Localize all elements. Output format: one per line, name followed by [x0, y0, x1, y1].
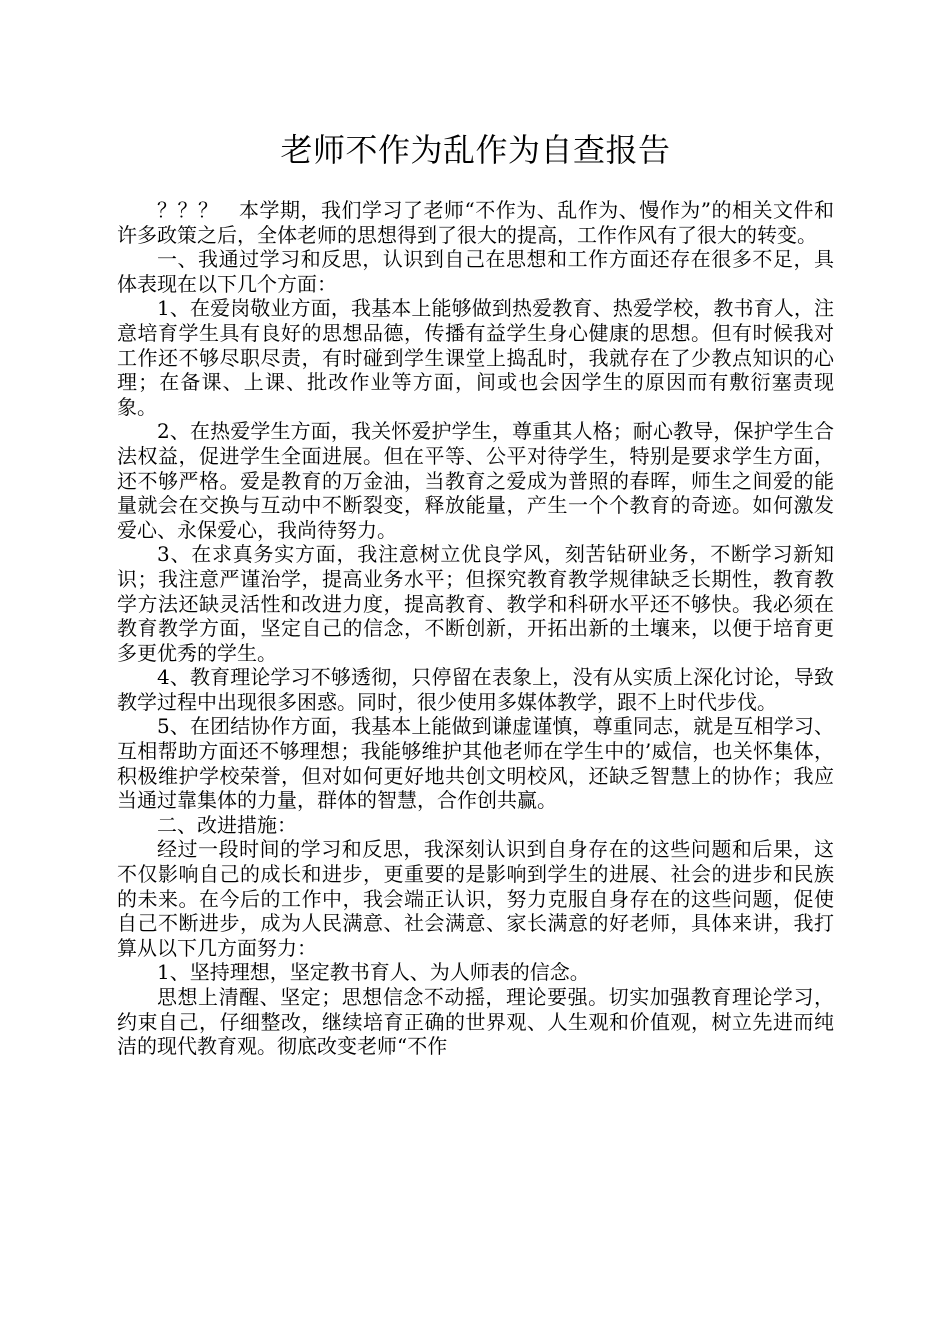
paragraph-item-5-teamwork: 5、在团结协作方面，我基本上能做到谦虚谨慎，尊重同志，就是互相学习、互相帮助方面还不够理想；我能够维护其他老师在学生中的’威信，也关怀集体，积极维护学校荣誉，但对如何更好地共创文明校风，还缺乏智慧上的协作；我应当通过靠集体的力量，群体的智慧，合作创共赢。	[117, 714, 834, 813]
paragraph-section-two-heading: 二、改进措施：	[157, 812, 297, 837]
paragraph-item-1-dedication: 1、在爱岗敬业方面，我基本上能够做到热爱教育、热爱学校，教书育人，注意培育学生具有良好的思想品德，传播有益学生身心健康的思想。但有时候我对工作还不够尽职尽责，有时碰到学生课堂上捣乱时，我就存在了少教点知识的心理；在备课、上课、批改作业等方面，间或也会因学生的原因而有敷衍塞责现象。	[117, 296, 834, 419]
document-title: 老师不作为乱作为自查报告	[280, 131, 671, 169]
paragraph-measure-1-detail: 思想上清醒、坚定；思想信念不动摇，理论要强。切实加强教育理论学习，约束自己，仔细整改，继续培育正确的世界观、人生观和价值观，树立先进而纯洁的现代教育观。彻底改变老师“不作	[117, 985, 834, 1059]
document-page	[117, 128, 834, 1059]
paragraph-item-4-theory: 4、教育理论学习不够透彻，只停留在表象上，没有从实质上深化讨论，导致教学过程中出现很多困惑。同时，很少使用多媒体教学，跟不上时代步伐。	[117, 665, 834, 714]
paragraph-item-3-practical: 3、在求真务实方面，我注意树立优良学风，刻苦钻研业务，不断学习新知识；我注意严谨治学，提高业务水平；但探究教育教学规律缺乏长期性，教育教学方法还缺灵活性和改进力度，提高教育、教学和科研水平还不够快。我必须在教育教学方面，坚定自己的信念，不断创新，开拓出新的土壤来，以便于培育更多更优秀的学生。	[117, 542, 834, 665]
paragraph-intro: ？？？ 本学期，我们学习了老师“不作为、乱作为、慢作为”的相关文件和许多政策之后，全体老师的思想得到了很大的提高，工作作风有了很大的转变。	[117, 198, 834, 247]
paragraph-improvement-intro: 经过一段时间的学习和反思，我深刻认识到自身存在的这些问题和后果，这不仅影响自己的成长和进步，更重要的是影响到学生的进展、社会的进步和民族的未来。在今后的工作中，我会端正认识，努力克服自身存在的这些问题，促使自己不断进步，成为人民满意、社会满意、家长满意的好老师，具体来讲，我打算从以下几方面努力：	[117, 837, 834, 960]
paragraph-item-2-caring-students: 2、在热爱学生方面，我关怀爱护学生，尊重其人格；耐心教导，保护学生合法权益，促进学生全面进展。但在平等、公平对待学生，特别是要求学生方面，还不够严格。爱是教育的万金油，当教育之爱成为普照的春晖，师生之间爱的能量就会在交换与互动中不断裂变，释放能量，产生一个个教育的奇迹。如何激发爱心、永保爱心，我尚待努力。	[117, 419, 834, 542]
document-body	[117, 198, 834, 1059]
paragraph-measure-1: 1、坚持理想，坚定教书育人、为人师表的信念。	[157, 960, 590, 985]
paragraph-section-one-heading: 一、我通过学习和反思，认识到自己在思想和工作方面还存在很多不足，具体表现在以下几个方面：	[117, 247, 834, 296]
